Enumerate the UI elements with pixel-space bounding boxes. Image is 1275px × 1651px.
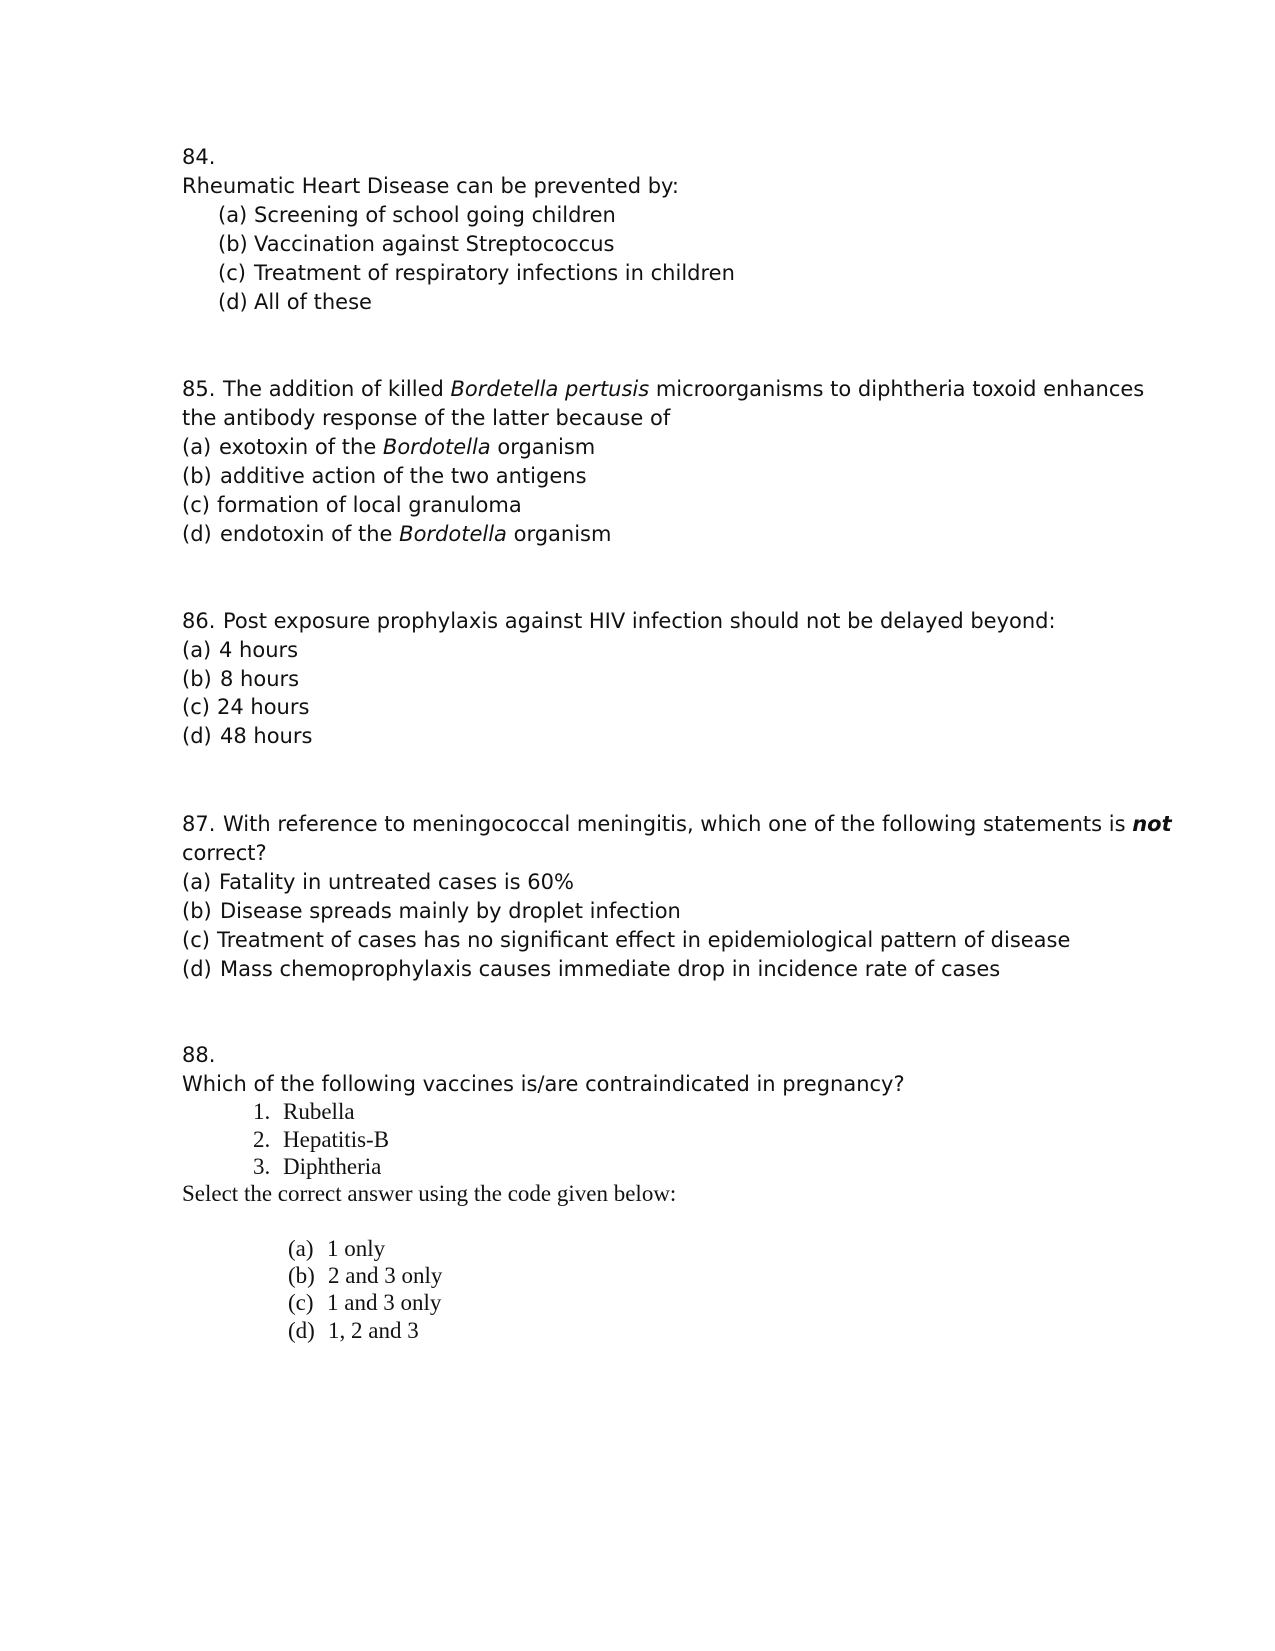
q87-option-c: (c) Treatment of cases has no significant effect in epidemiological pattern of disease	[182, 928, 1071, 952]
q88-option-b: (b) 2 and 3 only	[288, 1263, 443, 1288]
q84-option-a: (a) Screening of school going children	[218, 203, 616, 227]
q84-option-b: (b) Vaccination against Streptococcus	[218, 232, 615, 256]
q86-option-d: (d) 48 hours	[182, 724, 313, 748]
q88-item-3: 3. Diphtheria	[253, 1154, 382, 1179]
q87-option-b: (b) Disease spreads mainly by droplet infection	[182, 899, 681, 923]
q88-option-a: (a) 1 only	[288, 1236, 386, 1261]
q87-option-a: (a) Fatality in untreated cases is 60%	[182, 870, 574, 894]
q84-stem: Rheumatic Heart Disease can be prevented by:	[182, 174, 680, 198]
q86-stem: 86. Post exposure prophylaxis against HIV infection should not be delayed beyond:	[182, 609, 1056, 633]
q86-option-c: (c) 24 hours	[182, 695, 310, 719]
q88-item-2: 2. Hepatitis-B	[253, 1127, 390, 1152]
q85-stem-line2: the antibody response of the latter because of	[182, 406, 671, 430]
q86-option-a: (a) 4 hours	[182, 638, 299, 662]
q85-option-b: (b) additive action of the two antigens	[182, 464, 587, 488]
q85-stem: 85. The addition of killed Bordetella pertusis microorganisms to diphtheria toxoid enhances	[182, 377, 1145, 401]
q84-number: 84.	[182, 145, 216, 169]
q88-option-d: (d) 1, 2 and 3	[288, 1318, 419, 1343]
q84-option-d: (d) All of these	[218, 290, 372, 314]
q85-option-c: (c) formation of local granuloma	[182, 493, 522, 517]
q85-option-d: (d) endotoxin of the Bordotella organism	[182, 522, 612, 546]
q87-stem-line2: correct?	[182, 841, 267, 865]
q87-option-d: (d) Mass chemoprophylaxis causes immediate drop in incidence rate of cases	[182, 957, 1001, 981]
q88-item-1: 1. Rubella	[253, 1099, 355, 1124]
q88-stem: Which of the following vaccines is/are contraindicated in pregnancy?	[182, 1072, 905, 1096]
q88-option-c: (c) 1 and 3 only	[288, 1290, 442, 1315]
q85-option-a: (a) exotoxin of the Bordotella organism	[182, 435, 596, 459]
q86-option-b: (b) 8 hours	[182, 667, 300, 691]
q87-stem: 87. With reference to meningococcal meningitis, which one of the following statements is not	[182, 812, 1172, 836]
q88-instruction: Select the correct answer using the code given below:	[182, 1181, 677, 1206]
q84-option-c: (c) Treatment of respiratory infections in children	[218, 261, 735, 285]
q88-number: 88.	[182, 1043, 216, 1067]
